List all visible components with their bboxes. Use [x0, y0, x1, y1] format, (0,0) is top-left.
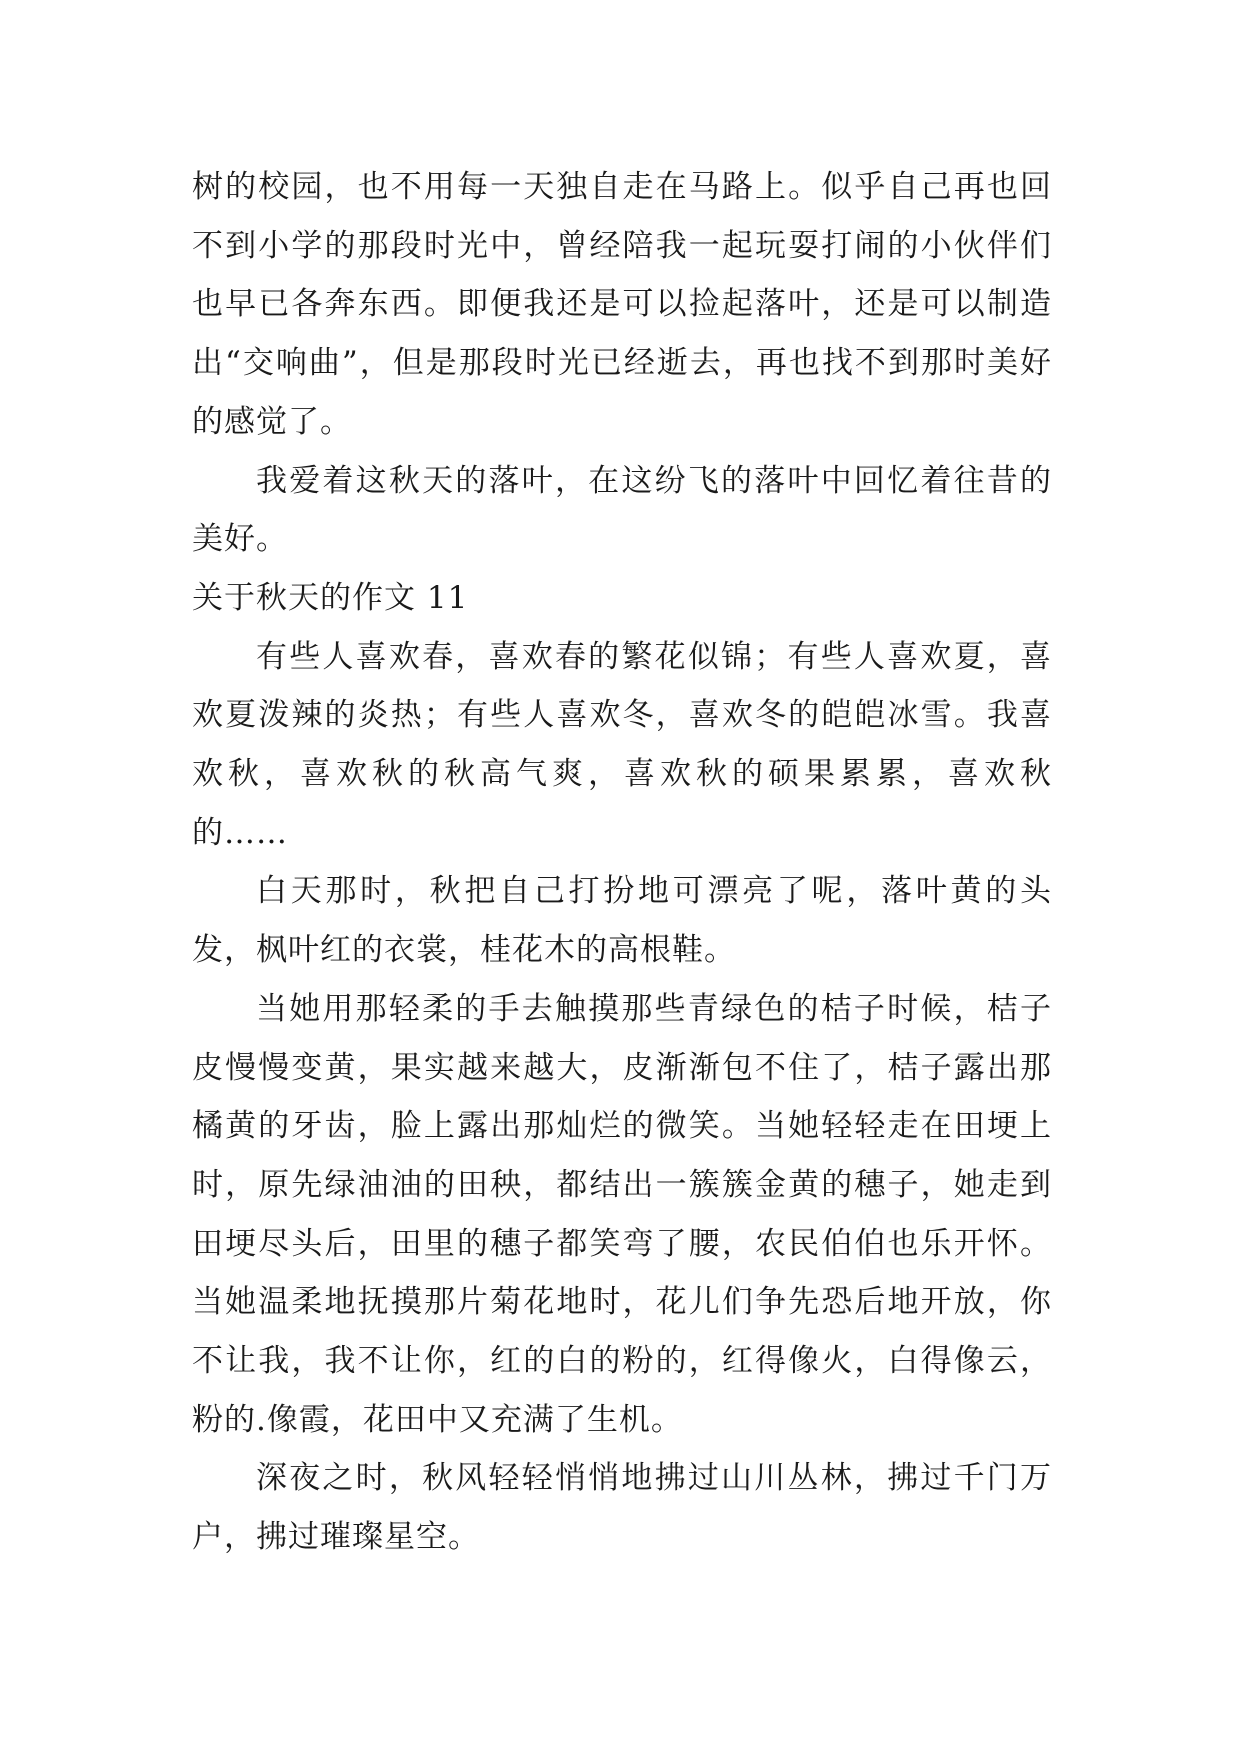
- paragraph-5: 当她用那轻柔的手去触摸那些青绿色的桔子时候，桔子皮慢慢变黄，果实越来越大，皮渐渐包不住了，桔子露出那橘黄的牙齿，脸上露出那灿烂的微笑。当她轻轻走在田埂上时，原先绿油油的田秧，都结出一簇簇金黄的穗子，她走到田埂尽头后，田里的穗子都笑弯了腰，农民伯伯也乐开怀。当她温柔地抚摸那片菊花地时，花儿们争先恐后地开放，你不让我，我不让你，红的白的粉的，红得像火，白得像云，粉的.像霞，花田中又充满了生机。: [192, 990, 1052, 1438]
- paragraph-1: 树的校园，也不用每一天独自走在马路上。似乎自己再也回不到小学的那段时光中，曾经陪我一起玩耍打闹的小伙伴们也早已各奔东西。即便我还是可以捡起落叶，还是可以制造出“交响曲”，但是那段时光已经逝去，再也找不到那时美好的感觉了。: [192, 169, 1052, 440]
- document-body: [192, 158, 1052, 1567]
- section-heading: 关于秋天的作文 11: [192, 579, 469, 616]
- paragraph-3: 有些人喜欢春，喜欢春的繁花似锦；有些人喜欢夏，喜欢夏泼辣的炎热；有些人喜欢冬，喜欢冬的皑皑冰雪。我喜欢秋，喜欢秋的秋高气爽，喜欢秋的硕果累累，喜欢秋的……: [192, 638, 1052, 851]
- paragraph-6: 深夜之时，秋风轻轻悄悄地拂过山川丛林，拂过千门万户，拂过璀璨星空。: [192, 1460, 1052, 1556]
- paragraph-4: 白天那时，秋把自己打扮地可漂亮了呢，落叶黄的头发，枫叶红的衣裳，桂花木的高根鞋。: [192, 873, 1052, 969]
- paragraph-2: 我爱着这秋天的落叶，在这纷飞的落叶中回忆着往昔的美好。: [192, 462, 1052, 558]
